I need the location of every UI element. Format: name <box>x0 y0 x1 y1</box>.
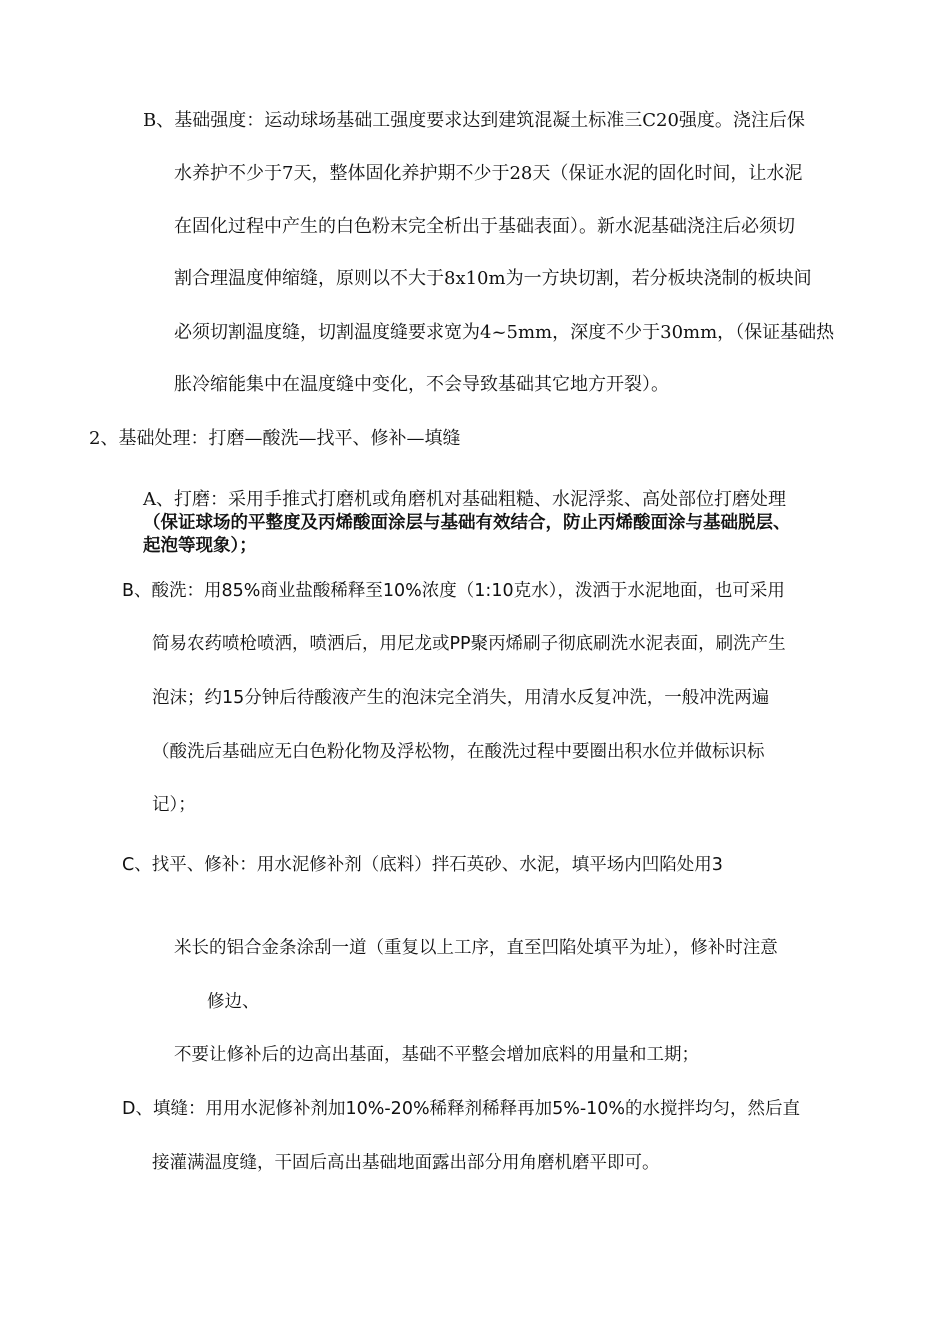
paragraph-line: 接灌满温度缝，干固后高出基础地面露出部分用角磨机磨平即可。 <box>152 1153 660 1173</box>
paragraph-line: D、填缝：用用水泥修补剂加10%-20%稀释剂稀释再加5%-10%的水搅拌均匀，然后直 <box>122 1099 801 1119</box>
section-heading: 2、基础处理：打磨—酸洗—找平、修补—填缝 <box>89 428 461 449</box>
paragraph-line: 胀冷缩能集中在温度缝中变化，不会导致基础其它地方开裂）。 <box>174 374 669 395</box>
paragraph-line: 不要让修补后的边高出基面，基础不平整会增加底料的用量和工期； <box>174 1045 699 1065</box>
paragraph-line: A、打磨：采用手推式打磨机或角磨机对基础粗糙、水泥浮浆、高处部位打磨处理 <box>143 489 786 510</box>
paragraph-line: 水养护不少于7天，整体固化养护期不少于28天（保证水泥的固化时间，让水泥 <box>174 163 803 184</box>
paragraph-line: B、酸洗：用85%商业盐酸稀释至10%浓度（1:10克水），泼洒于水泥地面，也可采用 <box>122 581 785 601</box>
paragraph-line: （酸洗后基础应无白色粉化物及浮松物，在酸洗过程中要圈出积水位并做标识标 <box>152 742 765 762</box>
paragraph-line: 记）； <box>152 795 196 815</box>
paragraph-line: 割合理温度伸缩缝，原则以不大于8x10m为一方块切割，若分板块浇制的板块间 <box>174 268 812 289</box>
paragraph-line: 修边、 <box>207 992 260 1012</box>
paragraph-line: 简易农药喷枪喷洒，喷洒后，用尼龙或PP聚丙烯刷子彻底刷洗水泥表面，刷洗产生 <box>152 634 786 654</box>
paragraph-line: 必须切割温度缝，切割温度缝要求宽为4~5mm，深度不少于30mm，（保证基础热 <box>174 322 835 343</box>
paragraph-line: 米长的铝合金条涂刮一道（重复以上工序，直至凹陷处填平为址），修补时注意 <box>174 938 778 958</box>
paragraph-line: 泡沫；约15分钟后待酸液产生的泡沫完全消失，用清水反复冲洗，一般冲洗两遍 <box>152 688 770 708</box>
paragraph-line: B、基础强度：运动球场基础工强度要求达到建筑混凝土标准三C20强度。浇注后保 <box>143 110 805 131</box>
paragraph-line: 起泡等现象）； <box>143 536 257 556</box>
paragraph-line: （保证球场的平整度及丙烯酸面涂层与基础有效结合，防止丙烯酸面涂与基础脱层、 <box>143 513 791 533</box>
paragraph-line: C、找平、修补：用水泥修补剂（底料）拌石英砂、水泥，填平场内凹陷处用3 <box>122 855 723 875</box>
paragraph-line: 在固化过程中产生的白色粉末完全析出于基础表面）。新水泥基础浇注后必须切 <box>174 216 795 237</box>
